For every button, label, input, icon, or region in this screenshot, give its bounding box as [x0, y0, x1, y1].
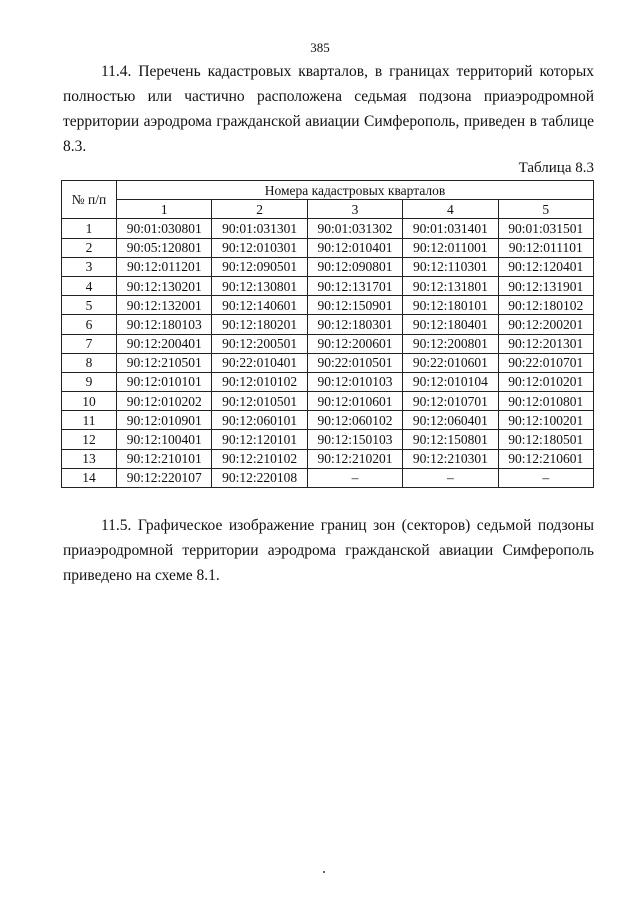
table-row [62, 411, 594, 430]
cadastral-number-cell: 90:12:201301 [498, 334, 593, 353]
cadastral-number-cell: 90:12:220108 [212, 468, 307, 487]
cadastral-number-cell: 90:12:210301 [403, 449, 498, 468]
paragraph-graphic-scheme [63, 513, 594, 588]
cadastral-number-cell: 90:01:031301 [212, 219, 307, 238]
cadastral-number-cell: 90:12:010102 [212, 372, 307, 391]
paragraph-cadastral-list-intro [63, 59, 594, 159]
cadastral-number-cell: 90:12:210102 [212, 449, 307, 468]
row-number-cell: 3 [62, 257, 117, 276]
cadastral-number-cell: 90:12:100401 [117, 430, 212, 449]
cadastral-number-cell: 90:12:200501 [212, 334, 307, 353]
header-column-2: 2 [212, 200, 307, 219]
cadastral-number-cell: 90:12:200201 [498, 315, 593, 334]
header-column-3: 3 [307, 200, 402, 219]
cadastral-number-cell: 90:01:031302 [307, 219, 402, 238]
cadastral-number-cell: 90:12:010401 [307, 238, 402, 257]
cadastral-number-cell: 90:12:210601 [498, 449, 593, 468]
scan-dot [323, 871, 325, 873]
cadastral-number-cell: 90:22:010601 [403, 353, 498, 372]
table-row [62, 334, 594, 353]
cadastral-number-cell: 90:12:131701 [307, 276, 402, 295]
row-number-cell: 5 [62, 296, 117, 315]
row-number-cell: 1 [62, 219, 117, 238]
header-column-1: 1 [117, 200, 212, 219]
row-number-cell: 8 [62, 353, 117, 372]
table-body [62, 219, 594, 488]
cadastral-number-cell: 90:22:010501 [307, 353, 402, 372]
table-row [62, 257, 594, 276]
cadastral-number-cell: – [307, 468, 402, 487]
cadastral-number-cell: 90:12:180101 [403, 296, 498, 315]
table-header [62, 181, 594, 219]
cadastral-number-cell: 90:12:100201 [498, 411, 593, 430]
table-row [62, 372, 594, 391]
cadastral-number-cell: 90:12:210501 [117, 353, 212, 372]
header-column-4: 4 [403, 200, 498, 219]
row-number-cell: 6 [62, 315, 117, 334]
row-number-cell: 12 [62, 430, 117, 449]
cadastral-number-cell: – [403, 468, 498, 487]
cadastral-number-cell: 90:12:200401 [117, 334, 212, 353]
cadastral-number-cell: 90:12:090801 [307, 257, 402, 276]
cadastral-number-cell: 90:22:010701 [498, 353, 593, 372]
table-header-row-2 [62, 200, 594, 219]
cadastral-number-cell: 90:12:131901 [498, 276, 593, 295]
row-number-cell: 10 [62, 392, 117, 411]
cadastral-number-cell: 90:12:130201 [117, 276, 212, 295]
cadastral-number-cell: 90:12:180103 [117, 315, 212, 334]
cadastral-number-cell: 90:12:150103 [307, 430, 402, 449]
cadastral-number-cell: 90:12:060102 [307, 411, 402, 430]
row-number-cell: 2 [62, 238, 117, 257]
table-row [62, 353, 594, 372]
cadastral-number-cell: 90:12:010501 [212, 392, 307, 411]
table-row [62, 315, 594, 334]
cadastral-number-cell: 90:12:120401 [498, 257, 593, 276]
cadastral-number-cell: 90:12:011001 [403, 238, 498, 257]
cadastral-number-cell: 90:12:010801 [498, 392, 593, 411]
row-number-cell: 4 [62, 276, 117, 295]
table-row [62, 219, 594, 238]
cadastral-number-cell: 90:12:060401 [403, 411, 498, 430]
cadastral-number-cell: 90:05:120801 [117, 238, 212, 257]
cadastral-number-cell: 90:12:180102 [498, 296, 593, 315]
cadastral-number-cell: 90:12:210201 [307, 449, 402, 468]
table-caption: Таблица 8.3 [518, 160, 594, 176]
header-cadastral-quarters: Номера кадастровых кварталов [117, 181, 594, 200]
header-column-5: 5 [498, 200, 593, 219]
cadastral-number-cell: 90:12:180501 [498, 430, 593, 449]
paragraph-2-text: 11.5. Графическое изображение границ зон (секторов) седьмой подзоны приаэродромной территории аэродрома гражданской авиации Симферополь приведено на схеме 8.1. [63, 517, 594, 584]
cadastral-number-cell: 90:01:031401 [403, 219, 498, 238]
cadastral-number-cell: 90:12:010103 [307, 372, 402, 391]
cadastral-number-cell: 90:12:131801 [403, 276, 498, 295]
cadastral-number-cell: 90:12:110301 [403, 257, 498, 276]
table-row [62, 276, 594, 295]
cadastral-number-cell: 90:12:060101 [212, 411, 307, 430]
cadastral-number-cell: 90:22:010401 [212, 353, 307, 372]
cadastral-quarters-table [61, 180, 594, 488]
table-header-row-1 [62, 181, 594, 200]
table-row [62, 296, 594, 315]
row-number-cell: 9 [62, 372, 117, 391]
table-row [62, 449, 594, 468]
cadastral-number-cell: 90:12:010201 [498, 372, 593, 391]
header-number: № п/п [62, 181, 117, 219]
cadastral-number-cell: 90:12:011201 [117, 257, 212, 276]
table-row [62, 468, 594, 487]
table-row [62, 430, 594, 449]
row-number-cell: 7 [62, 334, 117, 353]
cadastral-number-cell: 90:01:030801 [117, 219, 212, 238]
row-number-cell: 14 [62, 468, 117, 487]
cadastral-number-cell: 90:12:010104 [403, 372, 498, 391]
cadastral-number-cell: 90:12:150901 [307, 296, 402, 315]
cadastral-number-cell: 90:12:150801 [403, 430, 498, 449]
cadastral-number-cell: 90:12:200601 [307, 334, 402, 353]
page-number: 385 [310, 40, 330, 55]
cadastral-number-cell: 90:12:011101 [498, 238, 593, 257]
cadastral-number-cell: 90:12:120101 [212, 430, 307, 449]
cadastral-number-cell: 90:12:010101 [117, 372, 212, 391]
cadastral-number-cell: 90:01:031501 [498, 219, 593, 238]
cadastral-number-cell: 90:12:180301 [307, 315, 402, 334]
cadastral-number-cell: 90:12:130801 [212, 276, 307, 295]
cadastral-number-cell: 90:12:010601 [307, 392, 402, 411]
row-number-cell: 11 [62, 411, 117, 430]
cadastral-number-cell: 90:12:010202 [117, 392, 212, 411]
paragraph-1-text: 11.4. Перечень кадастровых кварталов, в границах территорий которых полностью или частично расположена седьмая подзона приаэродромной территории аэродрома гражданской авиации Симферополь, приведен в таблице 8.3. [63, 63, 594, 155]
cadastral-number-cell: 90:12:010901 [117, 411, 212, 430]
cadastral-number-cell: 90:12:010701 [403, 392, 498, 411]
cadastral-number-cell: 90:12:180401 [403, 315, 498, 334]
cadastral-number-cell: 90:12:200801 [403, 334, 498, 353]
cadastral-number-cell: 90:12:220107 [117, 468, 212, 487]
table-row [62, 238, 594, 257]
table-row [62, 392, 594, 411]
cadastral-number-cell: 90:12:210101 [117, 449, 212, 468]
cadastral-number-cell: 90:12:180201 [212, 315, 307, 334]
cadastral-number-cell: 90:12:132001 [117, 296, 212, 315]
cadastral-number-cell: 90:12:090501 [212, 257, 307, 276]
cadastral-number-cell: 90:12:010301 [212, 238, 307, 257]
row-number-cell: 13 [62, 449, 117, 468]
cadastral-number-cell: 90:12:140601 [212, 296, 307, 315]
cadastral-number-cell: – [498, 468, 593, 487]
